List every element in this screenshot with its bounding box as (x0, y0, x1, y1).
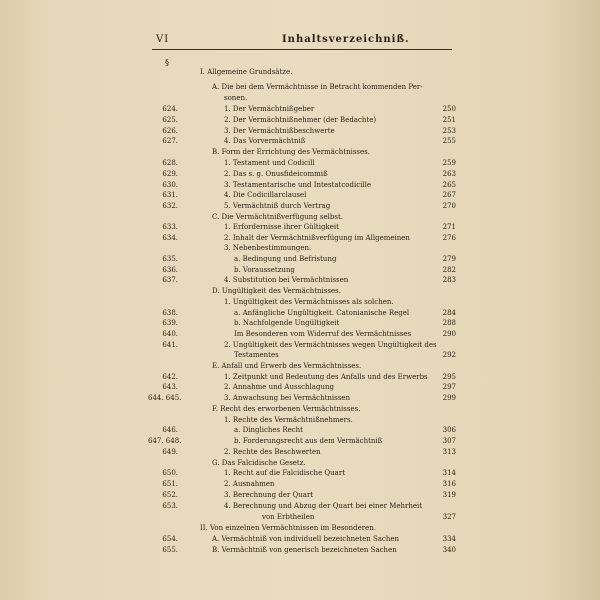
page-number: 313 (442, 448, 456, 456)
toc-row (0, 501, 600, 512)
section-number: 640. (162, 330, 178, 338)
toc-row (0, 115, 600, 126)
toc-row (0, 361, 600, 372)
toc-row (0, 318, 600, 329)
toc-row (0, 545, 600, 556)
toc-row (0, 329, 600, 340)
section-number: 624. (162, 105, 178, 113)
entry-title: A. Vermächtniß von individuell bezeichneten Sachen (212, 535, 400, 543)
entry-title: 4. Substitution bei Vermächtnissen (224, 276, 349, 284)
page-number: 250 (442, 105, 456, 113)
entry-title: 3. Anwachsung bei Vermächtnissen (224, 394, 350, 402)
toc-row (0, 534, 600, 545)
page-number: 314 (442, 469, 456, 477)
toc-row (0, 136, 600, 147)
toc-row (0, 169, 600, 180)
toc-row (0, 275, 600, 286)
page-number: 263 (442, 170, 456, 178)
page-number: 297 (442, 383, 456, 391)
toc-row (0, 436, 600, 447)
entry-title: B. Vermächtniß von generisch bezeichneten Sachen (212, 546, 397, 554)
toc-row (0, 147, 600, 158)
entry-title: von Erbtheilen (262, 513, 315, 521)
toc-row (0, 382, 600, 393)
page-number: 267 (442, 191, 456, 199)
page-number: 282 (442, 266, 456, 274)
entry-title: G. Das Falcidische Gesetz. (212, 459, 306, 467)
section-number: 644. 645. (148, 394, 182, 402)
entry-title: 2. Ausnahmen (224, 480, 275, 488)
entry-title: b. Voraussetzung (234, 266, 295, 274)
entry-title: a. Bedingung und Befristung (234, 255, 337, 263)
page-number: 270 (442, 202, 456, 210)
entry-title: 2. Das s. g. Onusfideicommiß (224, 170, 328, 178)
entry-title: 4. Berechnung und Abzug der Quart bei einer Mehrheit (224, 502, 423, 510)
page-number: 292 (442, 351, 456, 359)
entry-title: 1. Erfordernisse ihrer Gültigkeit (224, 223, 339, 231)
page-number: 284 (442, 309, 456, 317)
toc-row (0, 404, 600, 415)
section-number: 654. (162, 535, 178, 543)
section-number: 637. (162, 276, 178, 284)
toc-row (0, 479, 600, 490)
entry-title: 4. Die Codicillarclausel (224, 191, 307, 199)
toc-row (0, 158, 600, 169)
page-number: 299 (442, 394, 456, 402)
toc-row (0, 243, 600, 254)
section-number: 630. (162, 181, 178, 189)
toc-row (0, 286, 600, 297)
toc-row (0, 297, 600, 308)
toc-row (0, 425, 600, 436)
page-number: 319 (442, 491, 456, 499)
entry-title: 2. Der Vermächtnißnehmer (der Bedachte) (224, 116, 377, 124)
toc-row (0, 393, 600, 404)
section-number: 635. (162, 255, 178, 263)
page-number: 316 (442, 480, 456, 488)
section-number: 639. (162, 319, 178, 327)
entry-title: 3. Testamentarische und Intestatcodicille (224, 181, 371, 189)
entry-title: 1. Zeitpunkt und Bedeutung des Anfalls und des Erwerbs (224, 373, 428, 381)
entry-title: 2. Inhalt der Vermächtnißverfügung im Allgemeinen (224, 234, 410, 242)
entry-title: C. Die Vermächtnißverfügung selbst. (212, 213, 343, 221)
header-rule (152, 49, 452, 50)
toc-row (0, 523, 600, 534)
section-number: 651. (162, 480, 178, 488)
toc-row (0, 82, 600, 93)
entry-title: A. Die bei dem Vermächtnisse in Betracht kommenden Per- (212, 83, 423, 91)
entry-title: 3. Berechnung der Quart (224, 491, 314, 499)
entry-title: b. Forderungsrecht aus dem Vermächtniß (234, 437, 383, 445)
section-number: 634. (162, 234, 178, 242)
section-number: 627. (162, 137, 178, 145)
section-number: 628. (162, 159, 178, 167)
page-number: 288 (442, 319, 456, 327)
entry-title: E. Anfall und Erwerb des Vermächtnisses. (212, 362, 362, 370)
page-number: 265 (442, 181, 456, 189)
section-number: 626. (162, 127, 178, 135)
section-number: 625. (162, 116, 178, 124)
entry-title: F. Recht des erworbenen Vermächtnisses. (212, 405, 361, 413)
entry-title: 1. Ungültigkeit des Vermächtnisses als solchen. (224, 298, 394, 306)
section-number: 647. 648. (148, 437, 182, 445)
entry-title: b. Nachfolgende Ungültigkeit (234, 319, 340, 327)
entry-title: 1. Der Vermächtnißgeber (224, 105, 315, 113)
entry-title: a. Anfängliche Ungültigkeit. Catonianische Regel (234, 309, 410, 317)
entry-title: Im Besonderen vom Widerruf des Vermächtnisses (234, 330, 412, 338)
page-number: 255 (442, 137, 456, 145)
page-number: 279 (442, 255, 456, 263)
page-number: 295 (442, 373, 456, 381)
entry-title: 3. Nebenbestimmungen. (224, 244, 312, 252)
entry-title: 2. Annahme und Ausschlagung (224, 383, 334, 391)
page-number: 253 (442, 127, 456, 135)
section-number: 632. (162, 202, 178, 210)
section-number: 641. (162, 341, 178, 349)
section-number: 638. (162, 309, 178, 317)
page-number: 327 (442, 513, 456, 521)
page-number: 276 (442, 234, 456, 242)
toc-row (0, 201, 600, 212)
entry-title: a. Dingliches Recht (234, 426, 303, 434)
section-number: 629. (162, 170, 178, 178)
page-numeral: VI (156, 34, 170, 45)
entry-title: 3. Der Vermächtnißbeschwerte (224, 127, 335, 135)
section-number: 653. (162, 502, 178, 510)
section-number: 633. (162, 223, 178, 231)
section-number: 643. (162, 383, 178, 391)
section-number: 655. (162, 546, 178, 554)
entry-title: II. Von einzelnen Vermächtnissen im Besonderen. (200, 524, 376, 532)
page-number: 340 (442, 546, 456, 554)
page-number: 283 (442, 276, 456, 284)
toc-row (0, 350, 600, 361)
toc-row (0, 190, 600, 201)
section-number: 652. (162, 491, 178, 499)
section-number: 649. (162, 448, 178, 456)
entry-title: 4. Das Vorvermächtniß (224, 137, 306, 145)
entry-title: 1. Recht auf die Falcidische Quart (224, 469, 346, 477)
section-number: 636. (162, 266, 178, 274)
entry-title: I. Allgemeine Grundsätze. (200, 68, 293, 76)
entry-title: Testamentes (234, 351, 279, 359)
toc-row (0, 222, 600, 233)
toc-row (0, 93, 600, 104)
entry-title: 2. Ungültigkeit des Vermächtnisses wegen Ungültigkeit des (224, 341, 437, 349)
toc-row (0, 104, 600, 115)
entry-title: D. Ungültigkeit des Vermächtnisses. (212, 287, 341, 295)
toc-row (0, 447, 600, 458)
section-number: 631. (162, 191, 178, 199)
running-head-title: Inhaltsverzeichniß. (282, 34, 410, 45)
toc-row (0, 468, 600, 479)
page-number: 334 (442, 535, 456, 543)
page-number: 306 (442, 426, 456, 434)
toc-row (0, 254, 600, 265)
section-mark-header: § (165, 58, 169, 67)
page-number: 290 (442, 330, 456, 338)
page-number: 307 (442, 437, 456, 445)
page-number: 259 (442, 159, 456, 167)
section-number: 642. (162, 373, 178, 381)
section-number: 646. (162, 426, 178, 434)
toc-row (0, 512, 600, 523)
page-number: 271 (442, 223, 456, 231)
entry-title: 2. Rechte des Beschwerten (224, 448, 321, 456)
entry-title: 1. Rechte des Vermächtnißnehmers. (224, 416, 353, 424)
toc-row (0, 67, 600, 78)
section-number: 650. (162, 469, 178, 477)
entry-title: B. Form der Errichtung des Vermächtnisses. (212, 148, 370, 156)
entry-title: 5. Vermächtniß durch Vertrag (224, 202, 331, 210)
page-number: 251 (442, 116, 456, 124)
entry-title: 1. Testament und Codicill (224, 159, 315, 167)
toc-row (0, 490, 600, 501)
entry-title: sonen. (224, 94, 248, 102)
